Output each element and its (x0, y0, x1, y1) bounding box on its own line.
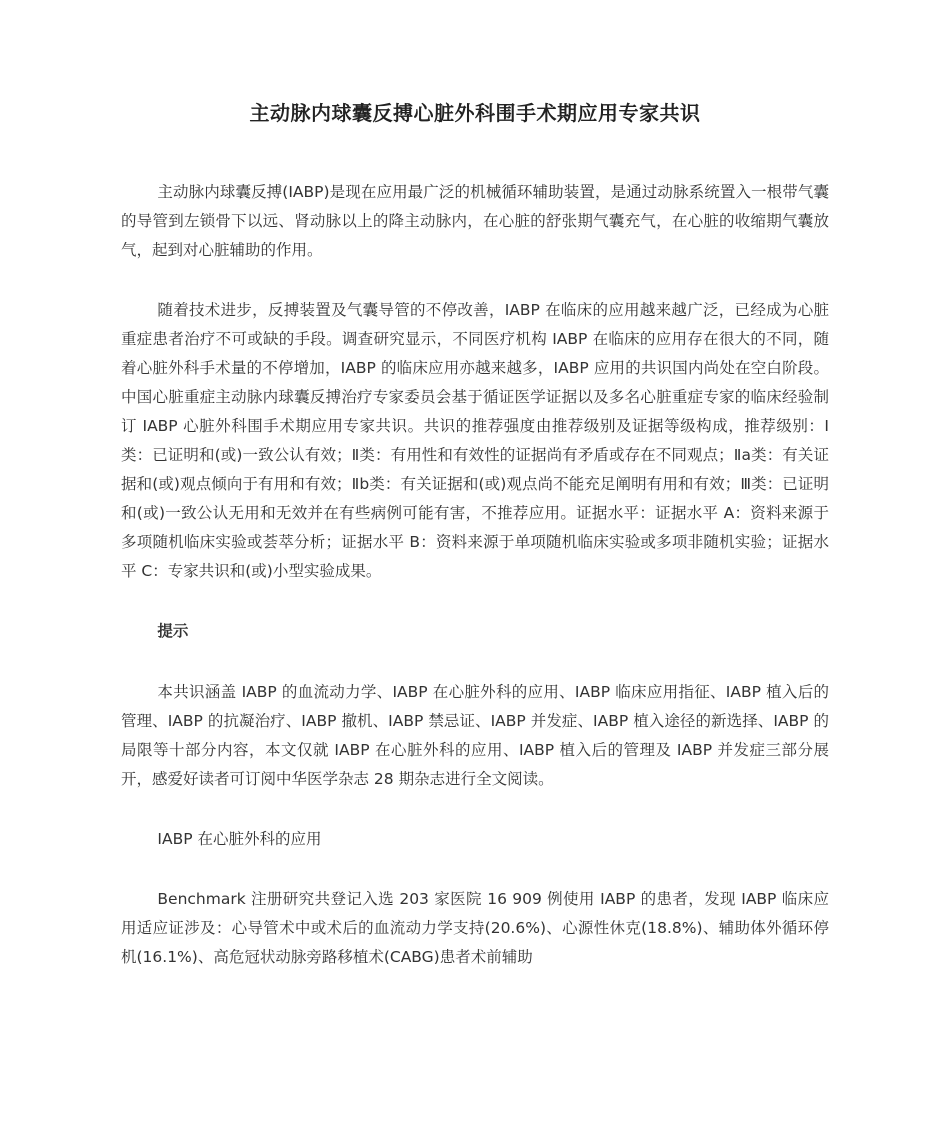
section-paragraph: Benchmark 注册研究共登记入选 203 家医院 16 909 例使用 IABP 的患者，发现 IABP 临床应用适应证涉及：心导管术中或术后的血流动力学支持(20.6%)、心源性休克(18.8%)、辅助体外循环停机(16.1%)、高危冠状动脉旁路移植术(CABG)患者术前辅助 (121, 890, 829, 966)
tip-heading: 提示 (157, 622, 189, 640)
document-title: 主动脉内球囊反搏心脏外科围手术期应用专家共识 (249, 101, 701, 125)
document-page (121, 96, 829, 1003)
section-heading: IABP 在心脏外科的应用 (157, 830, 322, 848)
tip-paragraph: 本共识涵盖 IABP 的血流动力学、IABP 在心脏外科的应用、IABP 临床应用指征、IABP 植入后的管理、IABP 的抗凝治疗、IABP 撤机、IABP 禁忌证、IABP 并发症、IABP 植入途径的新选择、IABP 的局限等十部分内容，本文仅就 IABP 在心脏外科的应用、IABP 植入后的管理及 IABP 并发症三部分展开，感爱好读者可订阅中华医学杂志 28 期杂志进行全文阅读。 (121, 683, 829, 788)
paragraph-background: 随着技术进步，反搏装置及气囊导管的不停改善，IABP 在临床的应用越来越广泛，已经成为心脏重症患者治疗不可或缺的手段。调查研究显示，不同医疗机构 IABP 在临床的应用存在很大的不同，随着心脏外科手术量的不停增加，IABP 的临床应用亦越来越多，IABP 应用的共识国内尚处在空白阶段。中国心脏重症主动脉内球囊反搏治疗专家委员会基于循证医学证据以及多名心脏重症专家的临床经验制订 IABP 心脏外科围手术期应用专家共识。共识的推荐强度由推荐级别及证据等级构成，推荐级别：Ⅰ类：已证明和(或)一致公认有效；Ⅱ类：有用性和有效性的证据尚有矛盾或存在不同观点；Ⅱa类：有关证据和(或)观点倾向于有用和有效；Ⅱb类：有关证据和(或)观点尚不能充足阐明有用和有效；Ⅲ类：已证明和(或)一致公认无用和无效并在有些病例可能有害，不推荐应用。证据水平：证据水平 A：资料来源于多项随机临床实验或荟萃分析；证据水平 B：资料来源于单项随机临床实验或多项非随机实验；证据水平 C：专家共识和(或)小型实验成果。 (121, 301, 829, 580)
paragraph-intro: 主动脉内球囊反搏(IABP)是现在应用最广泛的机械循环辅助装置，是通过动脉系统置入一根带气囊的导管到左锁骨下以远、肾动脉以上的降主动脉内，在心脏的舒张期气囊充气，在心脏的收缩期气囊放气，起到对心脏辅助的作用。 (121, 183, 829, 259)
